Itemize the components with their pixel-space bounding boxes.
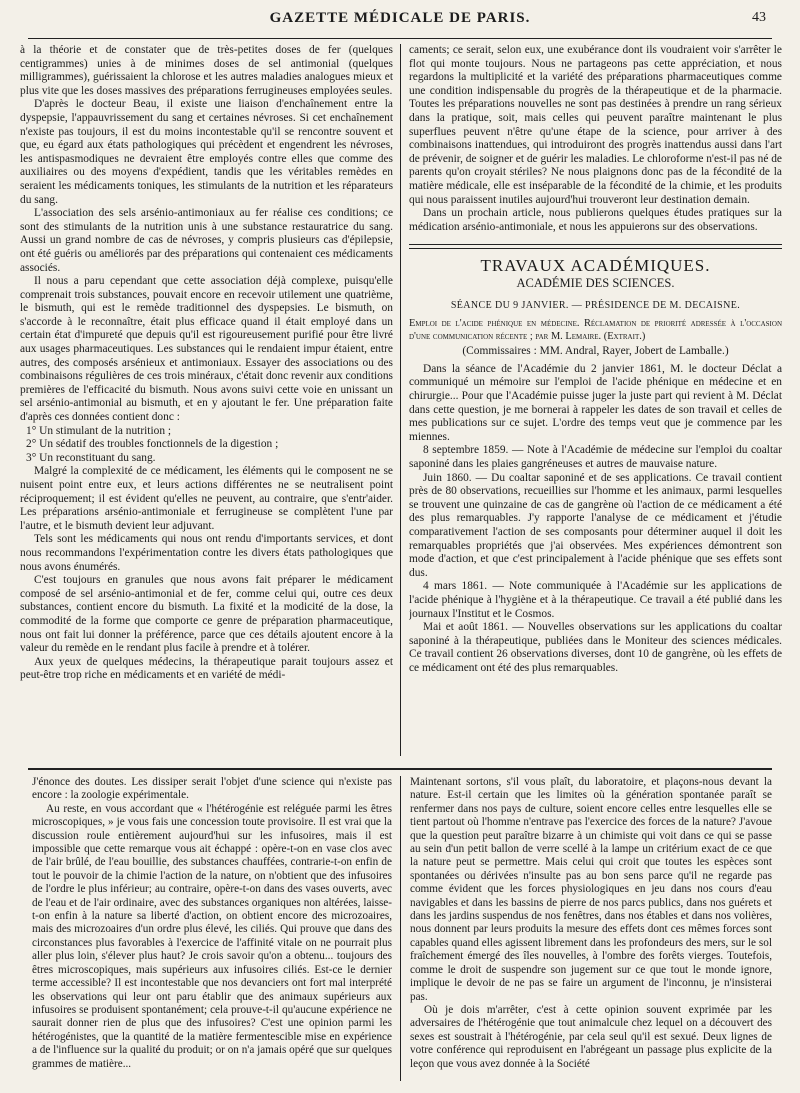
bottom-left-column xyxy=(32,776,392,1081)
paragraph: Au reste, en vous accordant que « l'hétérogénie est reléguée parmi les êtres microscopiques, » je vous fais une concession toute provisoire. Il est vrai que la discussion roule entièrement aujourd'hui sur les infusoires, mais il est impossible que cette remarque vous ait échappé : opère-t-on en vase clos avec de l'air brûlé, de l'eau bouillie, des substances chauffées, contrarie-t-on enfin de tout le pouvoir de la chimie l'action de la nature, on n'obtient que des infusoires de l'ordre le plus inférieur; au contraire, opère-t-on dans des vases ouverts, avec de l'eau et de l'air ordinaire, avec des substances organiques non altérées, laisse-t-on enfin à la nature sa liberté d'action, on obtient encore des microzoaires, mais des microzoaires d'un ordre plus élevé, les ciliés. Qui prouve que dans des circonstances plus favorables à l'exercice de l'affinité vitale on ne pourrait plus aller plus loin, s'élever plus haut? Je crois savoir qu'on a obtenu... toujours des êtres microscopiques, mais supérieurs aux infusoires ciliés. Est-ce le dernier terme accessible? Il est incontestable que nos devanciers ont fort mal interprété les observations qui leur ont paru établir que des animaux supérieurs aux infusoires se produisent spontanément; cela prouve-t-il qu'aucune expérience ne saurait donner rien de plus que des infusoires? C'est une opinion parmi les hétérogénistes, que la quantité de la matière fermentescible mise en expérience a de l'influence sur la qualité du produit; or on n'a jamais opéré que sur quelques grammes de matière... xyxy=(32,802,392,1070)
section-subtitle: ACADÉMIE DES SCIENCES. xyxy=(516,275,675,290)
section-title: TRAVAUX ACADÉMIQUES. xyxy=(480,256,711,276)
paragraph: Tels sont les médicaments qui nous ont rendu d'importants services, et dont nous recommandons l'expérimentation contre les divers états pathologiques que nous avons énumérés. xyxy=(20,533,393,573)
paragraph: Malgré la complexité de ce médicament, les éléments qui le composent ne se nuisent point entre eux, et leurs actions différentes ne se neutralisent point réciproquement; il est évident qu'elles ne peuvent, au contraire, que s'entr'aider. Les préparations arsénio-antimoniale et ferrugineuse se complètent l'une par l'autre, et le bismuth devient leur adjuvant. xyxy=(20,465,393,532)
paragraph: Juin 1860. — Du coaltar saponiné et de ses applications. Ce travail contient près de 80 observations, recueillies sur l'homme et les animaux, parmi lesquelles se trouvent une quinzaine de cas de gangrène où l'action de ce médicament a été des plus remarquables. J'y rapporte l'analyse de ce médicament et j'étudie comparativement l'action de ses composants pour déterminer auquel il doit les remarquables propriétés que j'ai observées. Mes expériences démontrent son mode d'action, et que c'est principalement à l'acide phénique que ses effets sont dus. xyxy=(409,471,782,579)
article-heading: Emploi de l'acide phénique en médecine. Réclamation de priorité adressée à l'occasion d'une communication récente ; par M. Lemaire. (Extrait.) xyxy=(409,318,782,342)
commissaires: (Commissaires : MM. Andral, Rayer, Jobert de Lamballe.) xyxy=(462,345,729,358)
paragraph: D'après le docteur Beau, il existe une liaison d'enchaînement entre la dyspepsie, l'appauvrissement du sang et certaines névroses. Si cet enchaînement n'existe pas toujours, il est du moins incontestable qu'il se rencontre souvent et que, eu égard aux états pathologiques qui précèdent et engendrent les névroses, les antispasmodiques ne devraient être employés contre elles que comme des auxiliaires ou des moyens d'expédient, tandis que les véritables remèdes en seraient les médicaments toniques, les stimulants de la nutrition et les réparateurs du sang. xyxy=(20,98,393,206)
page-header xyxy=(28,10,772,34)
page-number: 43 xyxy=(752,10,766,25)
bottom-right-column xyxy=(410,776,772,1081)
session-line: SÉANCE DU 9 JANVIER. — PRÉSIDENCE DE M. DECAISNE. xyxy=(450,299,741,311)
paragraph: J'énonce des doutes. Les dissiper serait l'objet d'une science qui n'existe pas encore : la zoologie expérimentale. xyxy=(32,776,392,802)
paragraph: Aux yeux de quelques médecins, la thérapeutique parait toujours assez et peut-être trop riche en médicaments et en variété de médi- xyxy=(20,655,393,682)
list-item: 3° Un reconstituant du sang. xyxy=(26,451,156,464)
column-divider xyxy=(400,776,401,1081)
paragraph: Il nous a paru cependant que cette association déjà complexe, puisqu'elle comprenait trois substances, pouvait encore en recevoir utilement une quatrième, le bismuth, qui est le remède traditionnel des dyspepsies. Le bismuth, on s'accorde à le reconnaître, était plus efficace quand il était employé dans un certain état d'impureté que depuis qu'il est rigoureusement purifié pour être livré aux usages pharmaceutiques. Les substances qui le rendaient impur étaient, entre autres, des composés arsénieux et antimoniaux. Essayer des associations ou des combinaisons régulières de ces trois minéraux, c'était donc revenir aux conditions premières de l'efficacité du bismuth. Nous avons suivi cette voie en unissant un sel arsénio-antimonial au bismuth, et en y ajoutant le fer. Une préparation faite d'après ces données contient donc : xyxy=(20,275,393,424)
column-divider xyxy=(400,44,401,756)
paragraph: L'association des sels arsénio-antimoniaux au fer réalise ces conditions; ce sont des stimulants de la nutrition unis à une substance restauratrice du sang. Aussi un grand nombre de cas de névroses, y compris plusieurs cas d'épilepsie, ont été guéris ou améliorés par des préparations qui contenaient ces médicaments associés. xyxy=(20,207,393,274)
paragraph: Où je dois m'arrêter, c'est à cette opinion souvent exprimée par les adversaires de l'hétérogénie que tout animalcule chez lequel on a découvert des sexes est soustrait à l'hétérogénie, par cela seul qu'il est sexué. Deux lignes de votre conférence qui reproduisent en l'abrégeant un passage plus explicite de la leçon que vous avez donnée à la Société xyxy=(410,1003,772,1070)
feuilleton-rule xyxy=(28,768,772,770)
paragraph: C'est toujours en granules que nous avons fait préparer le médicament composé de sel arsénio-antimonial et de fer, comme celui qui, outre ces deux substances, contient encore du bismuth. La fixité et la modicité de la dose, la commodité de la forme que comporte ce genre de préparation pharmaceutique, nous ont fait lui donner la préférence, parce que ces détails ajoutent encore à la valeur du remède en le rendant plus facile à prendre et à tolérer. xyxy=(20,574,393,655)
journal-title: GAZETTE MÉDICALE DE PARIS. xyxy=(269,10,531,26)
list-item: 1° Un stimulant de la nutrition ; xyxy=(26,424,172,437)
section-rule xyxy=(409,244,782,249)
paragraph: caments; ce serait, selon eux, une exubérance dont ils voudraient voir s'arrêter le flot qui monte toujours. Nous ne partageons pas cette appréciation, et nous regardons la multiplicité et la variété des préparations pharmaceutiques comme une condition indispensable du progrès de la thérapeutique et de la pharmacie. Toutes les préparations nouvelles ne sont pas destinées à prendre un rang sérieux dans la pratique, soit, mais celles qui peuvent paraître maintenant le plus superflues peuvent n'être qu'une étape de la science, pour arriver à des combinaisons inattendues, qui introduiront des progrès inattendus aussi dans l'art de prévenir, de soigner et de guérir les maladies. Le chloroforme n'est-il pas né de parents qu'on croyait stériles? Ne nous plaignons donc pas de la fécondité de la matière médicale, elle est inséparable de la fécondité de la chimie, et les produits qui nous paraissent inutiles aujourd'hui trouveront leur destination demain. xyxy=(409,44,782,206)
paragraph: 8 septembre 1859. — Note à l'Académie de médecine sur l'emploi du coaltar saponiné dans les plaies gangréneuses et autres de mauvaise nature. xyxy=(409,444,782,471)
header-rule xyxy=(28,38,772,39)
list-item: 2° Un sédatif des troubles fonctionnels de la digestion ; xyxy=(26,438,279,451)
paragraph: 4 mars 1861. — Note communiquée à l'Académie sur les applications de l'acide phénique à l'hygiène et à la thérapeutique. Ce travail a été publié dans les journaux l'Institut et le Cosmos. xyxy=(409,580,782,620)
top-left-column xyxy=(20,44,393,752)
paragraph: Mai et août 1861. — Nouvelles observations sur les applications du coaltar saponiné à la thérapeutique, publiées dans le Moniteur des sciences médicales. Ce travail contient 26 observations diverses, dont 10 de gangrène, où les effets de ce médicament ont été des plus remarquables. xyxy=(409,621,782,674)
paragraph: Dans la séance de l'Académie du 2 janvier 1861, M. le docteur Déclat a communiqué un mémoire sur l'emploi de l'acide phénique en médecine et en chirurgie... Pour que l'Académie puisse juger la juste part qui revient à M. Déclat dans cette question, je me bornerai à rappeler les dates de son travail et celles de mes publications sur ce sujet. L'ordre des temps veut que je commence par les miennes. xyxy=(409,362,782,443)
paragraph: Maintenant sortons, s'il vous plaît, du laboratoire, et plaçons-nous devant la nature. Est-il certain que les limites où la génération spontanée paraît se renfermer dans nos pays de culture, soient encore celles entre lesquelles elle se tient partout où l'homme n'entrave pas l'exercice des forces de la nature? J'avoue que la question peut paraître bizarre à un chimiste qui voit dans ce qui se passe au sein d'un petit ballon de verre scellé à la lampe un critérium exact de ce que la nature peut se permettre. Mais celui qui croit que toutes les espèces sont spontanées ou dérivées n'insulte pas au bon sens parce qu'il ne regarde pas comme évident que les forces physiologiques en jeu dans nos cours d'eau navigables et dans les bassins de pierre de nos parcs publics, dans nos guérets et dans les jardins suspendus de nos fenêtres, dans nos étables et dans nos volières, nous donnent par leurs produits la mesure des effets dont ces mêmes forces sont capables quand elles agissent librement dans les profondeurs des mers, sur le sol fraîchement émergé des îles nouvelles, à l'ombre des forêts vierges. Toutefois, comme le droit de suspendre son jugement sur ce que tout le monde ignore, implique le devoir de ne pas se faire un argument de l'inconnu, je n'insisterai pas. xyxy=(410,776,772,1003)
paragraph: Dans un prochain article, nous publierons quelques études pratiques sur la médication arsénio-antimoniale, et nous les appuierons sur des observations. xyxy=(409,207,782,233)
paragraph: à la théorie et de constater que de très-petites doses de fer (quelques centigrammes) unies à de minimes doses de sel antimonial (quelques milligrammes), guérissaient la chlorose et les autres maladies analogues mieux et plus vite que les doses massives des préparations ferrugineuses employées seules. xyxy=(20,44,393,97)
top-right-column xyxy=(409,44,782,752)
